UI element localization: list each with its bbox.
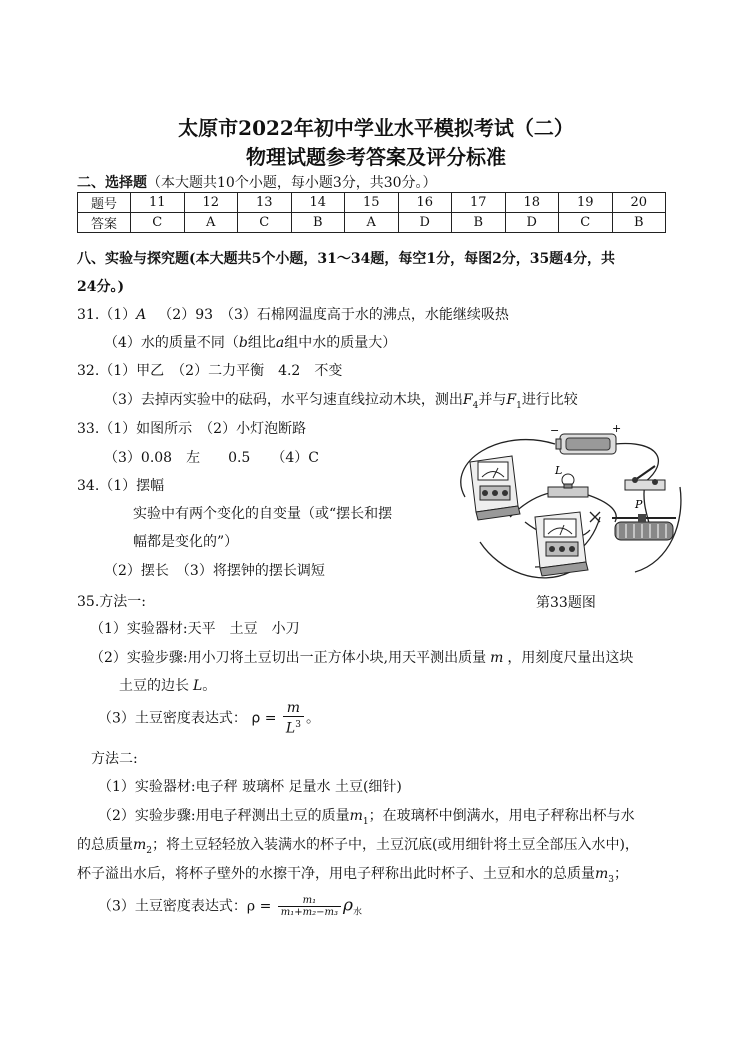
battery-plus-label: + xyxy=(612,422,622,435)
q31-line1 xyxy=(77,304,509,324)
battery-minus-label: − xyxy=(550,424,560,437)
table-cell: B xyxy=(452,213,506,233)
q35-m1-mass: m xyxy=(490,650,504,666)
q35-m1-l2-pre: （2）实验步骤:用小刀将土豆切出一正方体小块,用天平测出质量 xyxy=(90,650,487,666)
table-cell: 12 xyxy=(184,193,238,213)
table-cell: 15 xyxy=(345,193,399,213)
q32-l2-post: 进行比较 xyxy=(521,392,578,408)
q35-m2-l4-pre: 杯子溢出水后，将杯子壁外的水擦干净，用电子秤称出此时杯子、土豆和水的总质量 xyxy=(77,866,595,882)
table-cell: 19 xyxy=(559,193,613,213)
q33-line2: （3）0.08 左 0.5 （4）C xyxy=(104,450,319,466)
wire-cross-mark-icon xyxy=(590,512,600,522)
q35-m2-l4-post: ； xyxy=(614,866,629,882)
q32-line2 xyxy=(104,389,578,411)
page-subtitle: 物理试题参考答案及评分标准 xyxy=(246,145,506,169)
battery-icon xyxy=(556,434,616,454)
table-cell: 14 xyxy=(291,193,345,213)
q35-m2-m1: m xyxy=(349,808,363,824)
table-cell: D xyxy=(505,213,559,233)
q31-rest: （2）93 （3）石棉网温度高于水的沸点，水能继续吸热 xyxy=(158,307,509,323)
q32-l2-pre: （3）去掉丙实验中的砝码，水平匀速直线拉动木块，测出 xyxy=(104,392,463,408)
q32-f1: F xyxy=(506,392,517,408)
q31-answer-a: A xyxy=(136,307,147,323)
q35-m1-rho: ρ = xyxy=(251,710,277,727)
q34-line3: 幅都是变化的”） xyxy=(133,534,239,550)
q35-m2-line1: （1）实验器材:电子秤 玻璃杯 足量水 土豆(细针) xyxy=(98,779,402,795)
q35-m1-l4-pre: （3）土豆密度表达式： xyxy=(98,710,247,727)
table-cell: D xyxy=(398,213,452,233)
row-label-number: 题号 xyxy=(78,193,131,213)
table-cell: C xyxy=(559,213,613,233)
table-cell: C xyxy=(131,213,185,233)
q35-m1-l3-post: 。 xyxy=(202,678,217,694)
section2-heading: 二、选择题 xyxy=(77,175,147,191)
q35-m2-rho-water: ρ xyxy=(343,895,354,916)
q35-m1-den-L: L xyxy=(285,720,296,737)
q32-l2-mid: 并与 xyxy=(478,392,507,408)
table-cell: A xyxy=(184,213,238,233)
q35-m2-l5-pre: （3）土豆密度表达式：ρ = xyxy=(98,898,272,915)
table-cell: 20 xyxy=(612,193,666,213)
table-row xyxy=(78,193,666,213)
q35-m2-m3: m xyxy=(595,866,609,882)
q35-m1-den-sup: 3 xyxy=(295,720,301,730)
q35-m2-line3 xyxy=(77,834,639,856)
q31-line2 xyxy=(104,332,396,352)
q35-m2-m2: m xyxy=(133,837,147,853)
q33-line1: 33.（1）如图所示 （2）小灯泡断路 xyxy=(77,421,307,437)
q35-m2-l3-pre: 的总质量 xyxy=(77,837,133,853)
ammeter-icon xyxy=(535,512,588,576)
q35-method1: 35.方法一: xyxy=(77,594,146,610)
q35-m2-line2 xyxy=(98,805,635,827)
table-cell: 18 xyxy=(505,193,559,213)
q35-m1-l3-pre: 土豆的边长 xyxy=(119,678,189,694)
q35-m1-l2-post: ，用刻度尺量出这块 xyxy=(507,650,634,666)
q35-m1-fraction xyxy=(283,700,304,737)
q35-m1-length: L xyxy=(193,678,203,694)
row-label-answer: 答案 xyxy=(78,213,131,233)
q35-m1-line2 xyxy=(90,647,633,667)
q35-m1-frac-den xyxy=(283,717,304,737)
q32-f1-sub: 1 xyxy=(516,400,522,411)
q35-m1-line4 xyxy=(98,700,320,737)
q35-m2-l2-post: ；在玻璃杯中倒满水，用电子秤称出杯与水 xyxy=(368,808,635,824)
circuit-figure xyxy=(440,422,690,587)
voltmeter-icon xyxy=(470,456,520,520)
q35-m1-frac-num: m xyxy=(283,700,304,717)
answer-table xyxy=(77,192,666,233)
q35-m2-line4 xyxy=(77,863,628,885)
section2-heading-line xyxy=(77,172,437,192)
q31-l2-post: 组中水的质量大） xyxy=(284,335,397,351)
q32-f4-sub: 4 xyxy=(472,400,479,411)
q35-m2-frac-num: m₁ xyxy=(278,895,341,907)
section2-desc: （本大题共10个小题，每小题3分，共30分。） xyxy=(147,175,437,191)
q35-m2-l3-post: ；将土豆轻轻放入装满水的杯子中，土豆沉底(或用细针将土豆全部压入水中)， xyxy=(152,837,639,853)
table-cell: 16 xyxy=(398,193,452,213)
q35-m2-frac-den: m₁+m₂−m₃ xyxy=(280,907,339,918)
q35-m2-fraction xyxy=(278,895,341,918)
table-cell: A xyxy=(345,213,399,233)
q31-l2-mid: 组比 xyxy=(247,335,276,351)
table-cell: 13 xyxy=(238,193,292,213)
q32-f4: F xyxy=(462,392,473,408)
q35-m2-rho-sub: 水 xyxy=(353,907,363,918)
q34-line2: 实验中有两个变化的自变量（或“摆长和摆 xyxy=(133,506,393,522)
rheostat-label: P xyxy=(635,498,643,511)
q35-m2-m2-sub: 2 xyxy=(146,845,153,856)
table-cell: 17 xyxy=(452,193,506,213)
q35-m2-l2-pre: （2）实验步骤:用电子秤测出土豆的质量 xyxy=(98,808,350,824)
q35-m1-line3 xyxy=(119,675,216,695)
q35-method2: 方法二: xyxy=(91,751,138,767)
q31-l2-a: a xyxy=(275,335,285,351)
q31-l2-pre: （4）水的质量不同（ xyxy=(104,335,239,351)
lamp-icon xyxy=(548,474,588,497)
q31-l2-b: b xyxy=(238,335,248,351)
figure-caption: 第33题图 xyxy=(536,595,596,611)
q35-m1-line1: （1）实验器材:天平 土豆 小刀 xyxy=(90,621,300,637)
q31-number: 31.（1） xyxy=(77,307,137,323)
q35-m2-m1-sub: 1 xyxy=(362,816,369,827)
table-cell: 11 xyxy=(131,193,185,213)
rheostat-icon xyxy=(612,514,676,540)
q34-line4: （2）摆长 （3）将摆钟的摆长调短 xyxy=(104,563,325,579)
section8-heading: 八、实验与探究题(本大题共5个小题，31～34题，每空1分，每图2分，35题4分，共 xyxy=(77,251,616,267)
q34-line1: 34.（1）摆幅 xyxy=(77,478,165,494)
q32-line1: 32.（1）甲乙 （2）二力平衡 4.2 不变 xyxy=(77,363,343,379)
table-cell: C xyxy=(238,213,292,233)
page-title: 太原市2022年初中学业水平模拟考试（二） xyxy=(178,116,574,140)
section8-heading-cont: 24分。) xyxy=(77,279,125,295)
q35-m1-end: 。 xyxy=(305,710,320,727)
lamp-label: L xyxy=(555,464,563,477)
table-cell: B xyxy=(291,213,345,233)
table-cell: B xyxy=(612,213,666,233)
q35-m2-line5 xyxy=(98,895,362,918)
q35-m2-m3-sub: 3 xyxy=(608,874,615,885)
table-row xyxy=(78,213,666,233)
switch-icon xyxy=(625,466,665,490)
